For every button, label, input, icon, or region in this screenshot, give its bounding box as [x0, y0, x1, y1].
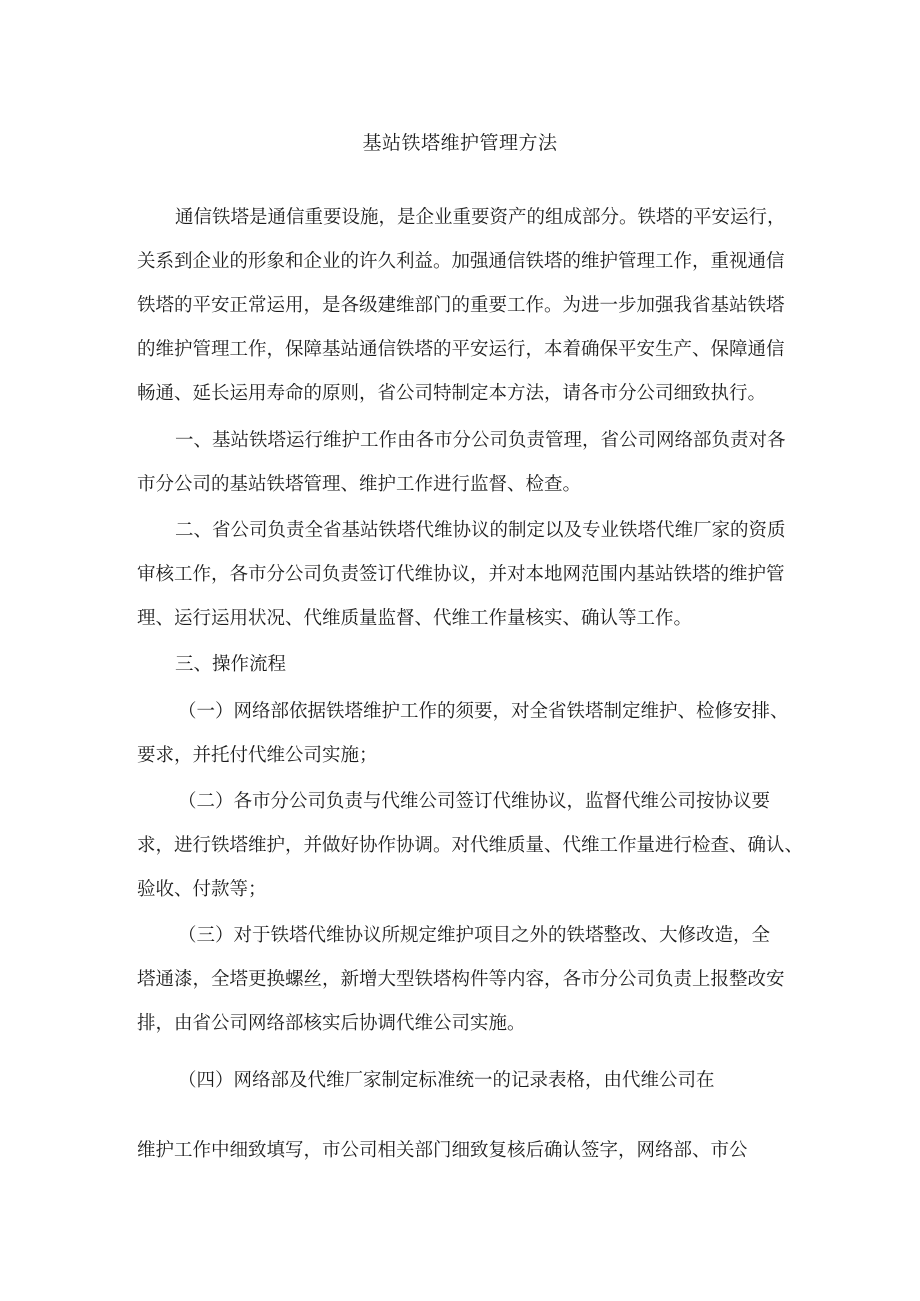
document-title: 基站铁塔维护管理方法 [362, 132, 558, 154]
paragraph-line: （一）网络部依据铁塔维护工作的须要，对全省铁塔制定维护、检修安排、 [178, 701, 789, 722]
paragraph-line: 关系到企业的形象和企业的许久利益。加强通信铁塔的维护管理工作，重视通信 [137, 251, 785, 272]
paragraph-line: 畅通、延长运用寿命的原则，省公司特制定本方法，请各市分公司细致执行。 [137, 383, 767, 404]
section-heading: 三、操作流程 [175, 654, 287, 675]
paragraph-line: 一、基站铁塔运行维护工作由各市分公司负责管理，省公司网络部负责对各 [175, 430, 786, 451]
paragraph-line: （四）网络部及代维厂家制定标准统一的记录表格，由代维公司在 [178, 1070, 715, 1091]
paragraph-line: 要求，并托付代维公司实施； [137, 745, 378, 766]
paragraph-line: 塔通漆，全塔更换螺丝，新增大型铁塔构件等内容，各市分公司负责上报整改安 [137, 969, 785, 990]
paragraph-line: 验收、付款等； [137, 879, 267, 900]
paragraph-line: 市分公司的基站铁塔管理、维护工作进行监督、检查。 [137, 474, 582, 495]
paragraph-line: 二、省公司负责全省基站铁塔代维协议的制定以及专业铁塔代维厂家的资质 [175, 520, 786, 541]
paragraph-line: 通信铁塔是通信重要设施，是企业重要资产的组成部分。铁塔的平安运行， [175, 207, 786, 228]
paragraph-line: 铁塔的平安正常运用，是各级建维部门的重要工作。为进一步加强我省基站铁塔 [137, 295, 785, 316]
paragraph-line: 维护工作中细致填写，市公司相关部门细致复核后确认签字，网络部、市公 [137, 1140, 748, 1161]
paragraph-line: 求，进行铁塔维护，并做好协作协调。对代维质量、代维工作量进行检查、确认、 [137, 835, 804, 856]
paragraph-line: （三）对于铁塔代维协议所规定维护项目之外的铁塔整改、大修改造，全 [178, 925, 771, 946]
paragraph-line: 审核工作，各市分公司负责签订代维协议，并对本地网范围内基站铁塔的维护管 [137, 564, 785, 585]
paragraph-line: （二）各市分公司负责与代维公司签订代维协议，监督代维公司按协议要 [178, 791, 771, 812]
paragraph-line: 排，由省公司网络部核实后协调代维公司实施。 [137, 1013, 526, 1034]
paragraph-line: 的维护管理工作，保障基站通信铁塔的平安运行，本着确保平安生产、保障通信 [137, 339, 785, 360]
paragraph-line: 理、运行运用状况、代维质量监督、代维工作量核实、确认等工作。 [137, 608, 693, 629]
